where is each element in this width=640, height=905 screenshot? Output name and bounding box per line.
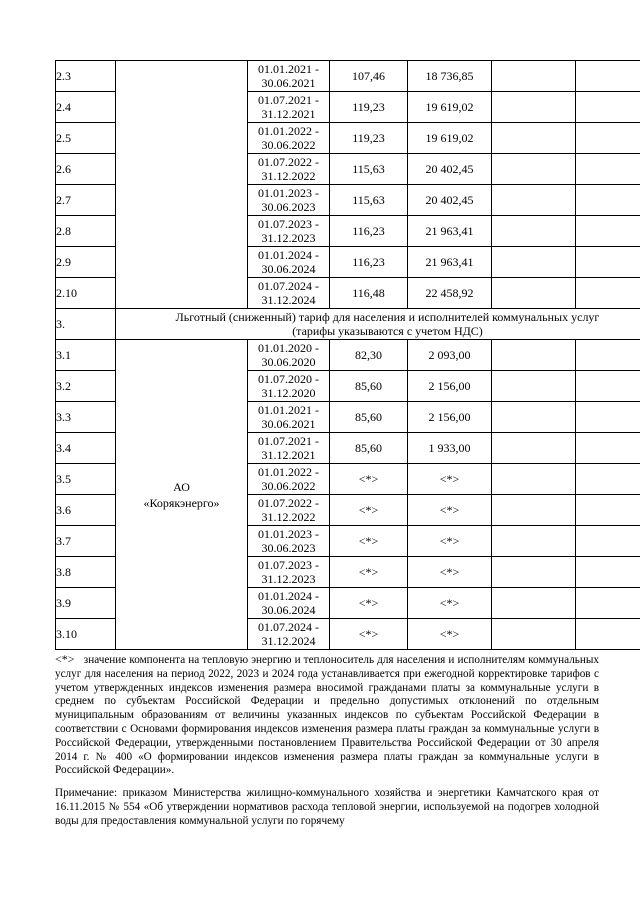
tariff-value: <*> <box>330 526 408 557</box>
tariff-value: <*> <box>408 495 492 526</box>
period-cell <box>248 619 330 650</box>
tariff-value: <*> <box>330 588 408 619</box>
row-number: 3.5 <box>56 464 116 495</box>
row-number: 3.6 <box>56 495 116 526</box>
period-end: 30.06.2022 <box>261 479 316 493</box>
empty-cell <box>492 464 576 495</box>
empty-cell <box>492 495 576 526</box>
period-end: 31.12.2021 <box>261 448 316 462</box>
row-number: 3.9 <box>56 588 116 619</box>
tariff-value: 119,23 <box>330 92 408 123</box>
section-number: 3. <box>56 309 116 340</box>
row-number: 2.8 <box>56 216 116 247</box>
empty-cell <box>492 402 576 433</box>
organization-cell <box>116 340 248 650</box>
period-end: 31.12.2020 <box>261 386 316 400</box>
empty-cell <box>576 588 640 619</box>
tariff-value: <*> <box>330 464 408 495</box>
period-end: 31.12.2024 <box>261 293 316 307</box>
tariff-value: 115,63 <box>330 185 408 216</box>
empty-cell <box>576 154 640 185</box>
empty-cell <box>576 557 640 588</box>
row-number: 3.1 <box>56 340 116 371</box>
empty-cell <box>492 216 576 247</box>
empty-cell <box>576 619 640 650</box>
period-start: 01.01.2024 - <box>258 589 319 603</box>
tariff-value: 20 402,45 <box>408 185 492 216</box>
tariff-value: 22 458,92 <box>408 278 492 309</box>
period-cell <box>248 216 330 247</box>
period-start: 01.01.2020 - <box>258 341 319 355</box>
row-number: 2.3 <box>56 61 116 92</box>
period-cell <box>248 495 330 526</box>
empty-cell <box>576 464 640 495</box>
tariff-value: 107,46 <box>330 61 408 92</box>
period-end: 31.12.2022 <box>261 510 316 524</box>
footnote <box>55 653 599 778</box>
period-cell <box>248 464 330 495</box>
period-cell <box>248 247 330 278</box>
tariff-value: 85,60 <box>330 433 408 464</box>
period-start: 01.07.2022 - <box>258 155 319 169</box>
table-row <box>56 340 640 371</box>
period-end: 30.06.2024 <box>261 603 316 617</box>
section-title-line2: (тарифы указываются с учетом НДС) <box>292 324 483 338</box>
period-cell <box>248 371 330 402</box>
period-end: 30.06.2024 <box>261 262 316 276</box>
period-end: 30.06.2023 <box>261 541 316 555</box>
period-end: 30.06.2021 <box>261 417 316 431</box>
row-number: 2.9 <box>56 247 116 278</box>
tariff-value: <*> <box>330 557 408 588</box>
remark-text: Примечание: приказом Министерства жилищно-коммунального хозяйства и энергетики Камчатского края от 16.11.2015 № 554 «Об утверждении нормативов расхода тепловой энергии, используемой на подогрев холодной воды для предоставления коммунальной услуги по горячему <box>55 787 599 827</box>
period-cell <box>248 278 330 309</box>
empty-cell <box>492 154 576 185</box>
tariff-value: 21 963,41 <box>408 216 492 247</box>
tariff-table <box>55 60 640 650</box>
period-cell <box>248 61 330 92</box>
empty-cell <box>492 247 576 278</box>
row-number: 2.7 <box>56 185 116 216</box>
period-start: 01.07.2021 - <box>258 93 319 107</box>
period-end: 31.12.2022 <box>261 169 316 183</box>
tariff-value: 2 156,00 <box>408 402 492 433</box>
period-start: 01.01.2023 - <box>258 527 319 541</box>
period-start: 01.01.2022 - <box>258 465 319 479</box>
tariff-value: 82,30 <box>330 340 408 371</box>
empty-cell <box>576 495 640 526</box>
empty-cell <box>576 123 640 154</box>
period-start: 01.01.2021 - <box>258 403 319 417</box>
empty-cell <box>576 526 640 557</box>
organization-cell-top <box>116 61 248 309</box>
empty-cell <box>492 557 576 588</box>
row-number: 3.3 <box>56 402 116 433</box>
empty-cell <box>576 402 640 433</box>
document-page <box>55 60 599 650</box>
empty-cell <box>492 61 576 92</box>
period-start: 01.07.2021 - <box>258 434 319 448</box>
row-number: 2.5 <box>56 123 116 154</box>
row-number: 3.7 <box>56 526 116 557</box>
section-header-row <box>56 309 640 340</box>
empty-cell <box>492 588 576 619</box>
tariff-value: 85,60 <box>330 402 408 433</box>
tariff-value: 18 736,85 <box>408 61 492 92</box>
period-end: 30.06.2020 <box>261 355 316 369</box>
row-number: 2.6 <box>56 154 116 185</box>
tariff-value: <*> <box>408 619 492 650</box>
organization-name-line1: АО <box>173 479 190 494</box>
tariff-value: 2 093,00 <box>408 340 492 371</box>
empty-cell <box>492 185 576 216</box>
empty-cell <box>576 216 640 247</box>
remark-paragraph <box>55 787 599 828</box>
tariff-value: 2 156,00 <box>408 371 492 402</box>
empty-cell <box>492 123 576 154</box>
period-cell <box>248 92 330 123</box>
period-start: 01.01.2023 - <box>258 186 319 200</box>
tariff-value: <*> <box>408 588 492 619</box>
period-end: 31.12.2021 <box>261 107 316 121</box>
period-cell <box>248 433 330 464</box>
empty-cell <box>492 92 576 123</box>
empty-cell <box>576 433 640 464</box>
section-title <box>116 309 640 340</box>
footnote-text: значение компонента на тепловую энергию и теплоноситель для населения и исполнителям коммунальных услуг для населения на период 2022, 2023 и 2024 года устанавливается при ежегодной корректировке тарифов с учетом утвержденных индексов изменения размера вносимой гражданами платы за коммунальные услуги в среднем по субъектам Российской Федерации и предельно допустимых отклонений по отдельным муниципальным образованиям от величины указанных индексов по субъектам Российской Федерации в соответствии с Основами формирования индексов изменения размера платы граждан за коммунальные услуги в Российской Федерации, утвержденными постановлением Правительства Российской Федерации от 30 апреля 2014 г. № 400 «О формировании индексов изменения размера платы граждан за коммунальные услуги в Российской Федерации». <box>55 654 599 777</box>
row-number: 2.10 <box>56 278 116 309</box>
tariff-value: 20 402,45 <box>408 154 492 185</box>
empty-cell <box>576 185 640 216</box>
tariff-value: <*> <box>408 526 492 557</box>
period-cell <box>248 123 330 154</box>
table-row <box>56 61 640 92</box>
tariff-value: 19 619,02 <box>408 92 492 123</box>
organization-name-line2: «Корякэнерго» <box>143 495 220 510</box>
period-cell <box>248 402 330 433</box>
empty-cell <box>492 619 576 650</box>
tariff-value: 116,48 <box>330 278 408 309</box>
tariff-value: 119,23 <box>330 123 408 154</box>
period-end: 31.12.2023 <box>261 572 316 586</box>
section-title-line1: Льготный (сниженный) тариф для населения и исполнителей коммунальных услуг <box>175 310 600 324</box>
period-cell <box>248 185 330 216</box>
empty-cell <box>576 340 640 371</box>
period-start: 01.01.2022 - <box>258 124 319 138</box>
row-number: 3.8 <box>56 557 116 588</box>
tariff-value: 115,63 <box>330 154 408 185</box>
period-start: 01.01.2021 - <box>258 62 319 76</box>
tariff-value: 85,60 <box>330 371 408 402</box>
row-number: 3.4 <box>56 433 116 464</box>
period-end: 30.06.2023 <box>261 200 316 214</box>
period-start: 01.07.2022 - <box>258 496 319 510</box>
period-start: 01.01.2024 - <box>258 248 319 262</box>
tariff-value: 116,23 <box>330 247 408 278</box>
empty-cell <box>576 371 640 402</box>
empty-cell <box>492 340 576 371</box>
empty-cell <box>492 433 576 464</box>
period-start: 01.07.2024 - <box>258 620 319 634</box>
empty-cell <box>492 371 576 402</box>
tariff-value: 21 963,41 <box>408 247 492 278</box>
empty-cell <box>492 278 576 309</box>
period-end: 30.06.2022 <box>261 138 316 152</box>
tariff-value: 19 619,02 <box>408 123 492 154</box>
period-cell <box>248 526 330 557</box>
empty-cell <box>576 247 640 278</box>
empty-cell <box>576 61 640 92</box>
period-start: 01.07.2024 - <box>258 279 319 293</box>
empty-cell <box>576 278 640 309</box>
period-end: 30.06.2021 <box>261 76 316 90</box>
tariff-value: 116,23 <box>330 216 408 247</box>
period-cell <box>248 154 330 185</box>
footnote-marker: <*> <box>55 652 75 666</box>
row-number: 3.2 <box>56 371 116 402</box>
period-end: 31.12.2024 <box>261 634 316 648</box>
empty-cell <box>492 526 576 557</box>
period-start: 01.07.2020 - <box>258 372 319 386</box>
period-start: 01.07.2023 - <box>258 217 319 231</box>
period-cell <box>248 557 330 588</box>
tariff-value: <*> <box>330 619 408 650</box>
period-end: 31.12.2023 <box>261 231 316 245</box>
tariff-value: 1 933,00 <box>408 433 492 464</box>
tariff-value: <*> <box>330 495 408 526</box>
row-number: 2.4 <box>56 92 116 123</box>
tariff-value: <*> <box>408 557 492 588</box>
period-cell <box>248 340 330 371</box>
period-cell <box>248 588 330 619</box>
tariff-value: <*> <box>408 464 492 495</box>
empty-cell <box>576 92 640 123</box>
row-number: 3.10 <box>56 619 116 650</box>
period-start: 01.07.2023 - <box>258 558 319 572</box>
